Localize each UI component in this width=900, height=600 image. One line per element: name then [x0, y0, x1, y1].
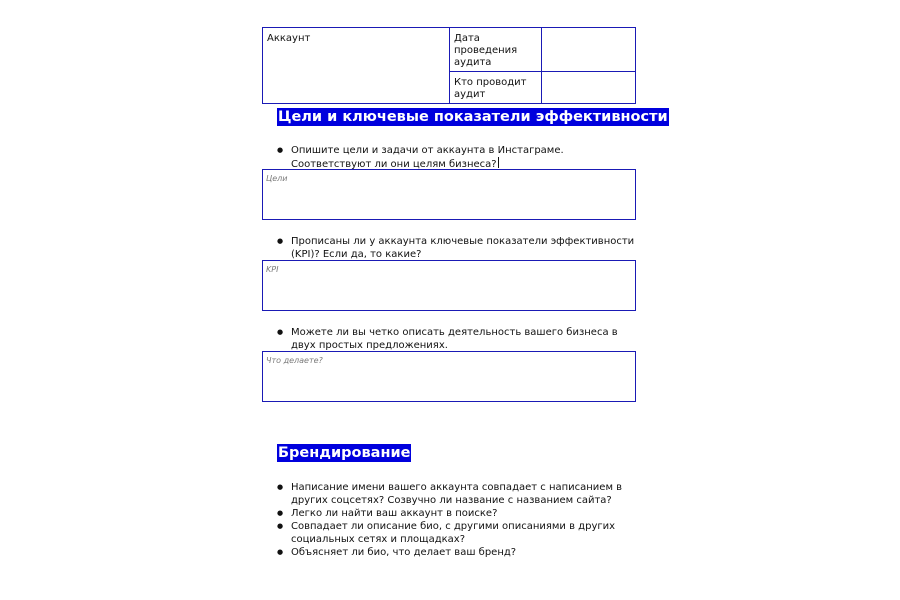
auditor-label: Кто проводит аудит: [454, 77, 527, 100]
audit-date-value-cell[interactable]: [542, 28, 636, 72]
audit-date-label: Дата проведения аудита: [454, 33, 518, 68]
goals-question-item: [277, 144, 637, 171]
goals-question: [277, 144, 637, 171]
list-item: ● Написание имени вашего аккаунта совпадает с написанием в других соцсетях? Созвучно ли название с названием сайта?: [277, 481, 647, 507]
audit-header-table: [262, 27, 636, 104]
account-label: Аккаунт: [267, 33, 311, 44]
business-description-question-item: ● Можете ли вы четко описать деятельность вашего бизнеса в двух простых предложениях.: [277, 326, 637, 352]
business-description-question: [277, 326, 637, 352]
auditor-value-cell[interactable]: [542, 72, 636, 104]
text-cursor: [498, 157, 499, 168]
goals-answer-placeholder: Цели: [266, 174, 288, 183]
business-description-answer-field[interactable]: [262, 351, 636, 402]
auditor-label-cell: [450, 72, 542, 104]
list-item: ● Совпадает ли описание био, с другими описаниями в других социальных сетях и площадках?: [277, 520, 647, 546]
branding-heading: Брендирование: [278, 445, 411, 461]
branding-checklist: [277, 481, 647, 559]
kpi-question-item: ● Прописаны ли у аккаунта ключевые показатели эффективности (KPI)? Если да, то какие?: [277, 235, 637, 261]
list-item: ● Объясняет ли био, что делает ваш бренд?: [277, 546, 647, 559]
goals-question-text: Опишите цели и задачи от аккаунта в Инстаграме. Соответствуют ли они целям бизнеса?: [291, 145, 564, 170]
kpi-question: [277, 235, 637, 261]
kpi-answer-field[interactable]: [262, 260, 636, 311]
kpi-answer-placeholder: KPI: [266, 265, 279, 274]
list-item: ● Легко ли найти ваш аккаунт в поиске?: [277, 507, 647, 520]
goals-answer-field[interactable]: [262, 169, 636, 220]
audit-date-label-cell: [450, 28, 542, 72]
business-description-answer-placeholder: Что делаете?: [266, 356, 323, 365]
account-cell[interactable]: [263, 28, 450, 104]
goals-kpi-heading: Цели и ключевые показатели эффективности: [278, 109, 668, 125]
